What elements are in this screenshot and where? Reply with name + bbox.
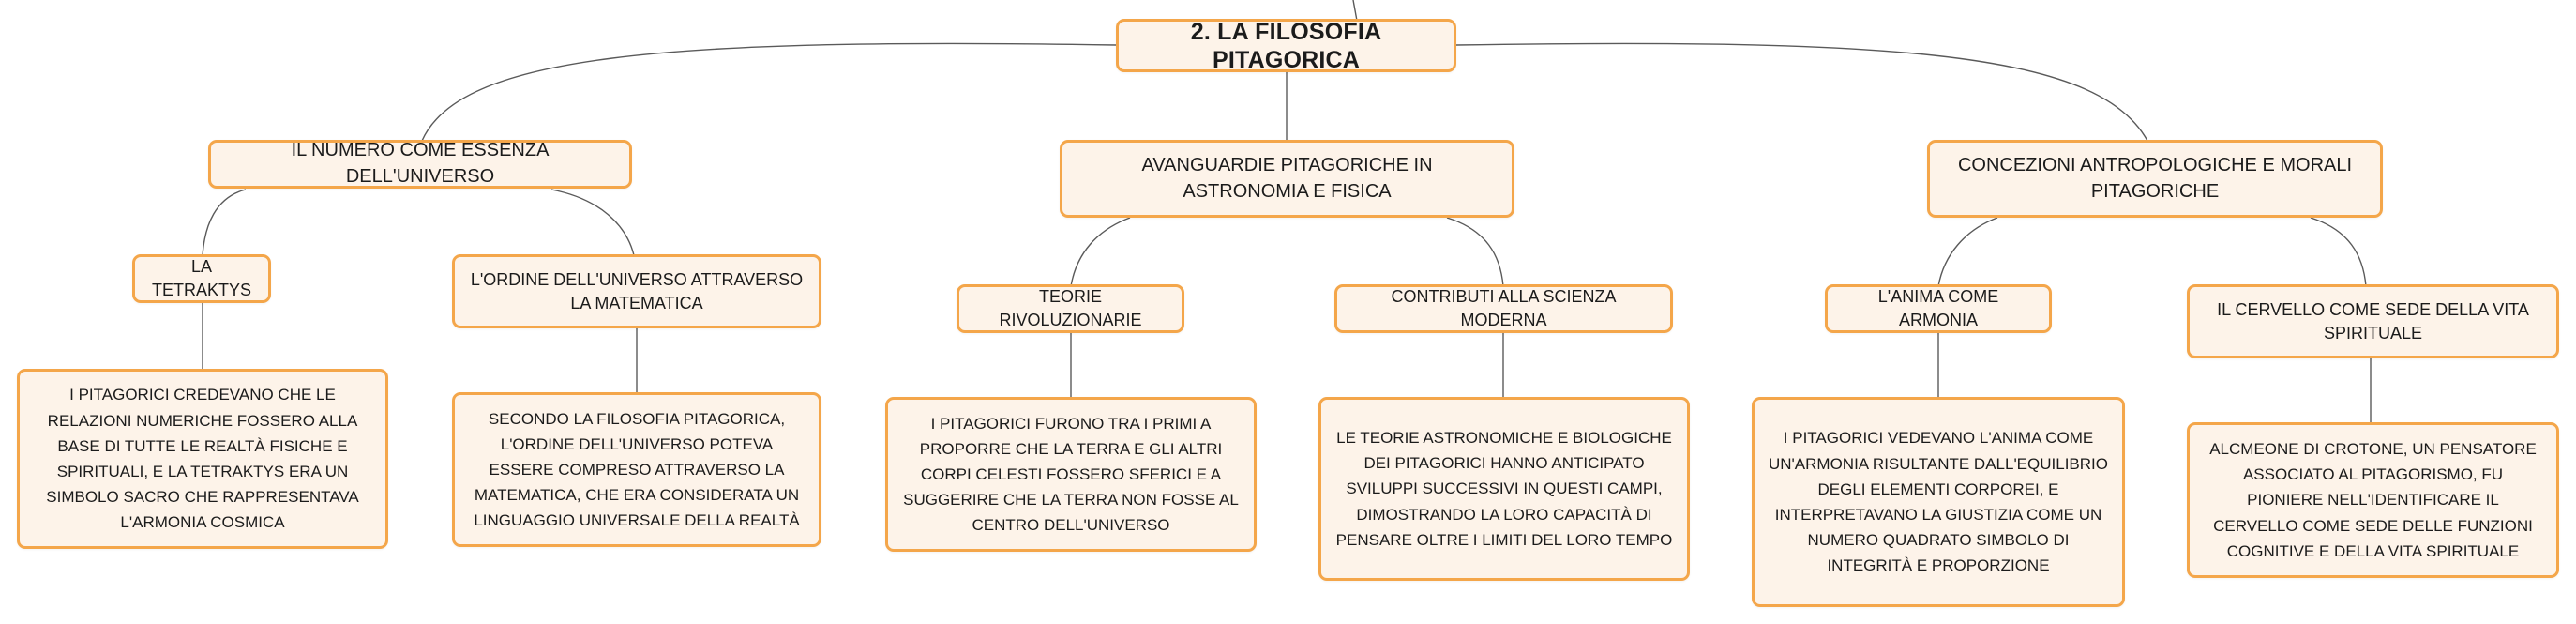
detail-text: ALCMEONE DI CROTONE, UN PENSATORE ASSOCIATO AL PITAGORISMO, FU PIONIERE NELL'IDENTIFICARE IL CERVELLO COME SEDE DELLE FUNZIONI COGNITIVE E DELLA VITA SPIRITUALE bbox=[2209, 440, 2537, 560]
detail-text: I PITAGORICI FURONO TRA I PRIMI A PROPORRE CHE LA TERRA E GLI ALTRI CORPI CELESTI FOSSERO SFERICI E A SUGGERIRE CHE LA TERRA NON FOSSE AL CENTRO DELL'UNIVERSO bbox=[903, 414, 1239, 535]
subtopic-label: LA TETRAKTYS bbox=[151, 257, 251, 299]
detail-ordine-universo[interactable] bbox=[452, 392, 821, 547]
detail-text: LE TEORIE ASTRONOMICHE E BIOLOGICHE DEI PITAGORICI HANNO ANTICIPATO SVILUPPI SUCCESSIVI IN QUESTI CAMPI, DIMOSTRANDO LA LORO CAPACITÀ DI PENSARE OLTRE I LIMITI DEL LORO TEMPO bbox=[1335, 429, 1673, 549]
detail-teorie-rivoluzionarie[interactable] bbox=[885, 397, 1257, 552]
connector-branch-1-child-1 bbox=[203, 190, 246, 256]
branch-label: IL NUMERO COME ESSENZA DELL'UNIVERSO bbox=[291, 140, 550, 187]
root-topic-label: 2. LA FILOSOFIA PITAGORICA bbox=[1190, 18, 1382, 73]
subtopic-label: L'ORDINE DELL'UNIVERSO ATTRAVERSO LA MATEMATICA bbox=[470, 269, 804, 312]
subtopic-tetraktys[interactable] bbox=[132, 254, 271, 303]
subtopic-ordine-universo-matematica[interactable] bbox=[452, 254, 821, 328]
connector-branch-1-child-2 bbox=[551, 190, 634, 255]
detail-cervello-alcmeone[interactable] bbox=[2187, 422, 2559, 578]
detail-text: SECONDO LA FILOSOFIA PITAGORICA, L'ORDINE DELL'UNIVERSO POTEVA ESSERE COMPRESO ATTRAVERSO LA MATEMATICA, CHE ERA CONSIDERATA UN LINGUAGGIO UNIVERSALE DELLA REALTÀ bbox=[474, 409, 800, 530]
subtopic-label: IL CERVELLO COME SEDE DELLA VITA SPIRITUALE bbox=[2217, 299, 2529, 342]
root-topic[interactable] bbox=[1116, 19, 1456, 72]
subtopic-anima-come-armonia[interactable] bbox=[1825, 284, 2052, 333]
subtopic-label: CONTRIBUTI ALLA SCIENZA MODERNA bbox=[1391, 287, 1617, 329]
detail-text: I PITAGORICI CREDEVANO CHE LE RELAZIONI NUMERICHE FOSSERO ALLA BASE DI TUTTE LE REALTÀ FISICHE E SPIRITUALI, E LA TETRAKTYS ERA UN SIMBOLO SACRO CHE RAPPRESENTAVA L'ARMONIA COSMICA bbox=[46, 386, 359, 532]
connector-branch-3-child-2 bbox=[2311, 218, 2366, 286]
detail-anima-armonia[interactable] bbox=[1752, 397, 2125, 607]
detail-tetraktys[interactable] bbox=[17, 369, 388, 549]
branch-avanguardie-astronomia-fisica[interactable] bbox=[1060, 140, 1514, 218]
detail-contributi-scienza[interactable] bbox=[1318, 397, 1690, 581]
branch-numero-essenza[interactable] bbox=[208, 140, 632, 189]
subtopic-label: TEORIE RIVOLUZIONARIE bbox=[999, 287, 1142, 329]
subtopic-label: L'ANIMA COME ARMONIA bbox=[1877, 287, 1999, 329]
connector-root-branch-1 bbox=[422, 43, 1116, 141]
branch-label: AVANGUARDIE PITAGORICHE IN ASTRONOMIA E FISICA bbox=[1141, 154, 1433, 202]
connector-branch-2-child-2 bbox=[1447, 218, 1503, 286]
subtopic-cervello-vita-spirituale[interactable] bbox=[2187, 284, 2559, 358]
detail-text: I PITAGORICI VEDEVANO L'ANIMA COME UN'ARMONIA RISULTANTE DALL'EQUILIBRIO DEGLI ELEMENTI CORPOREI, E INTERPRETAVANO LA GIUSTIZIA COME UN NUMERO QUADRATO SIMBOLO DI INTEGRITÀ E PROPORZIONE bbox=[1769, 429, 2108, 575]
connector-branch-3-child-1 bbox=[1938, 218, 1997, 286]
subtopic-teorie-rivoluzionarie[interactable] bbox=[957, 284, 1184, 333]
subtopic-contributi-scienza-moderna[interactable] bbox=[1334, 284, 1673, 333]
branch-concezioni-antropologiche[interactable] bbox=[1927, 140, 2383, 218]
connector-root-branch-3 bbox=[1456, 43, 2147, 141]
connector-branch-2-child-1 bbox=[1071, 218, 1130, 286]
branch-label: CONCEZIONI ANTROPOLOGICHE E MORALI PITAGORICHE bbox=[1957, 154, 2353, 202]
